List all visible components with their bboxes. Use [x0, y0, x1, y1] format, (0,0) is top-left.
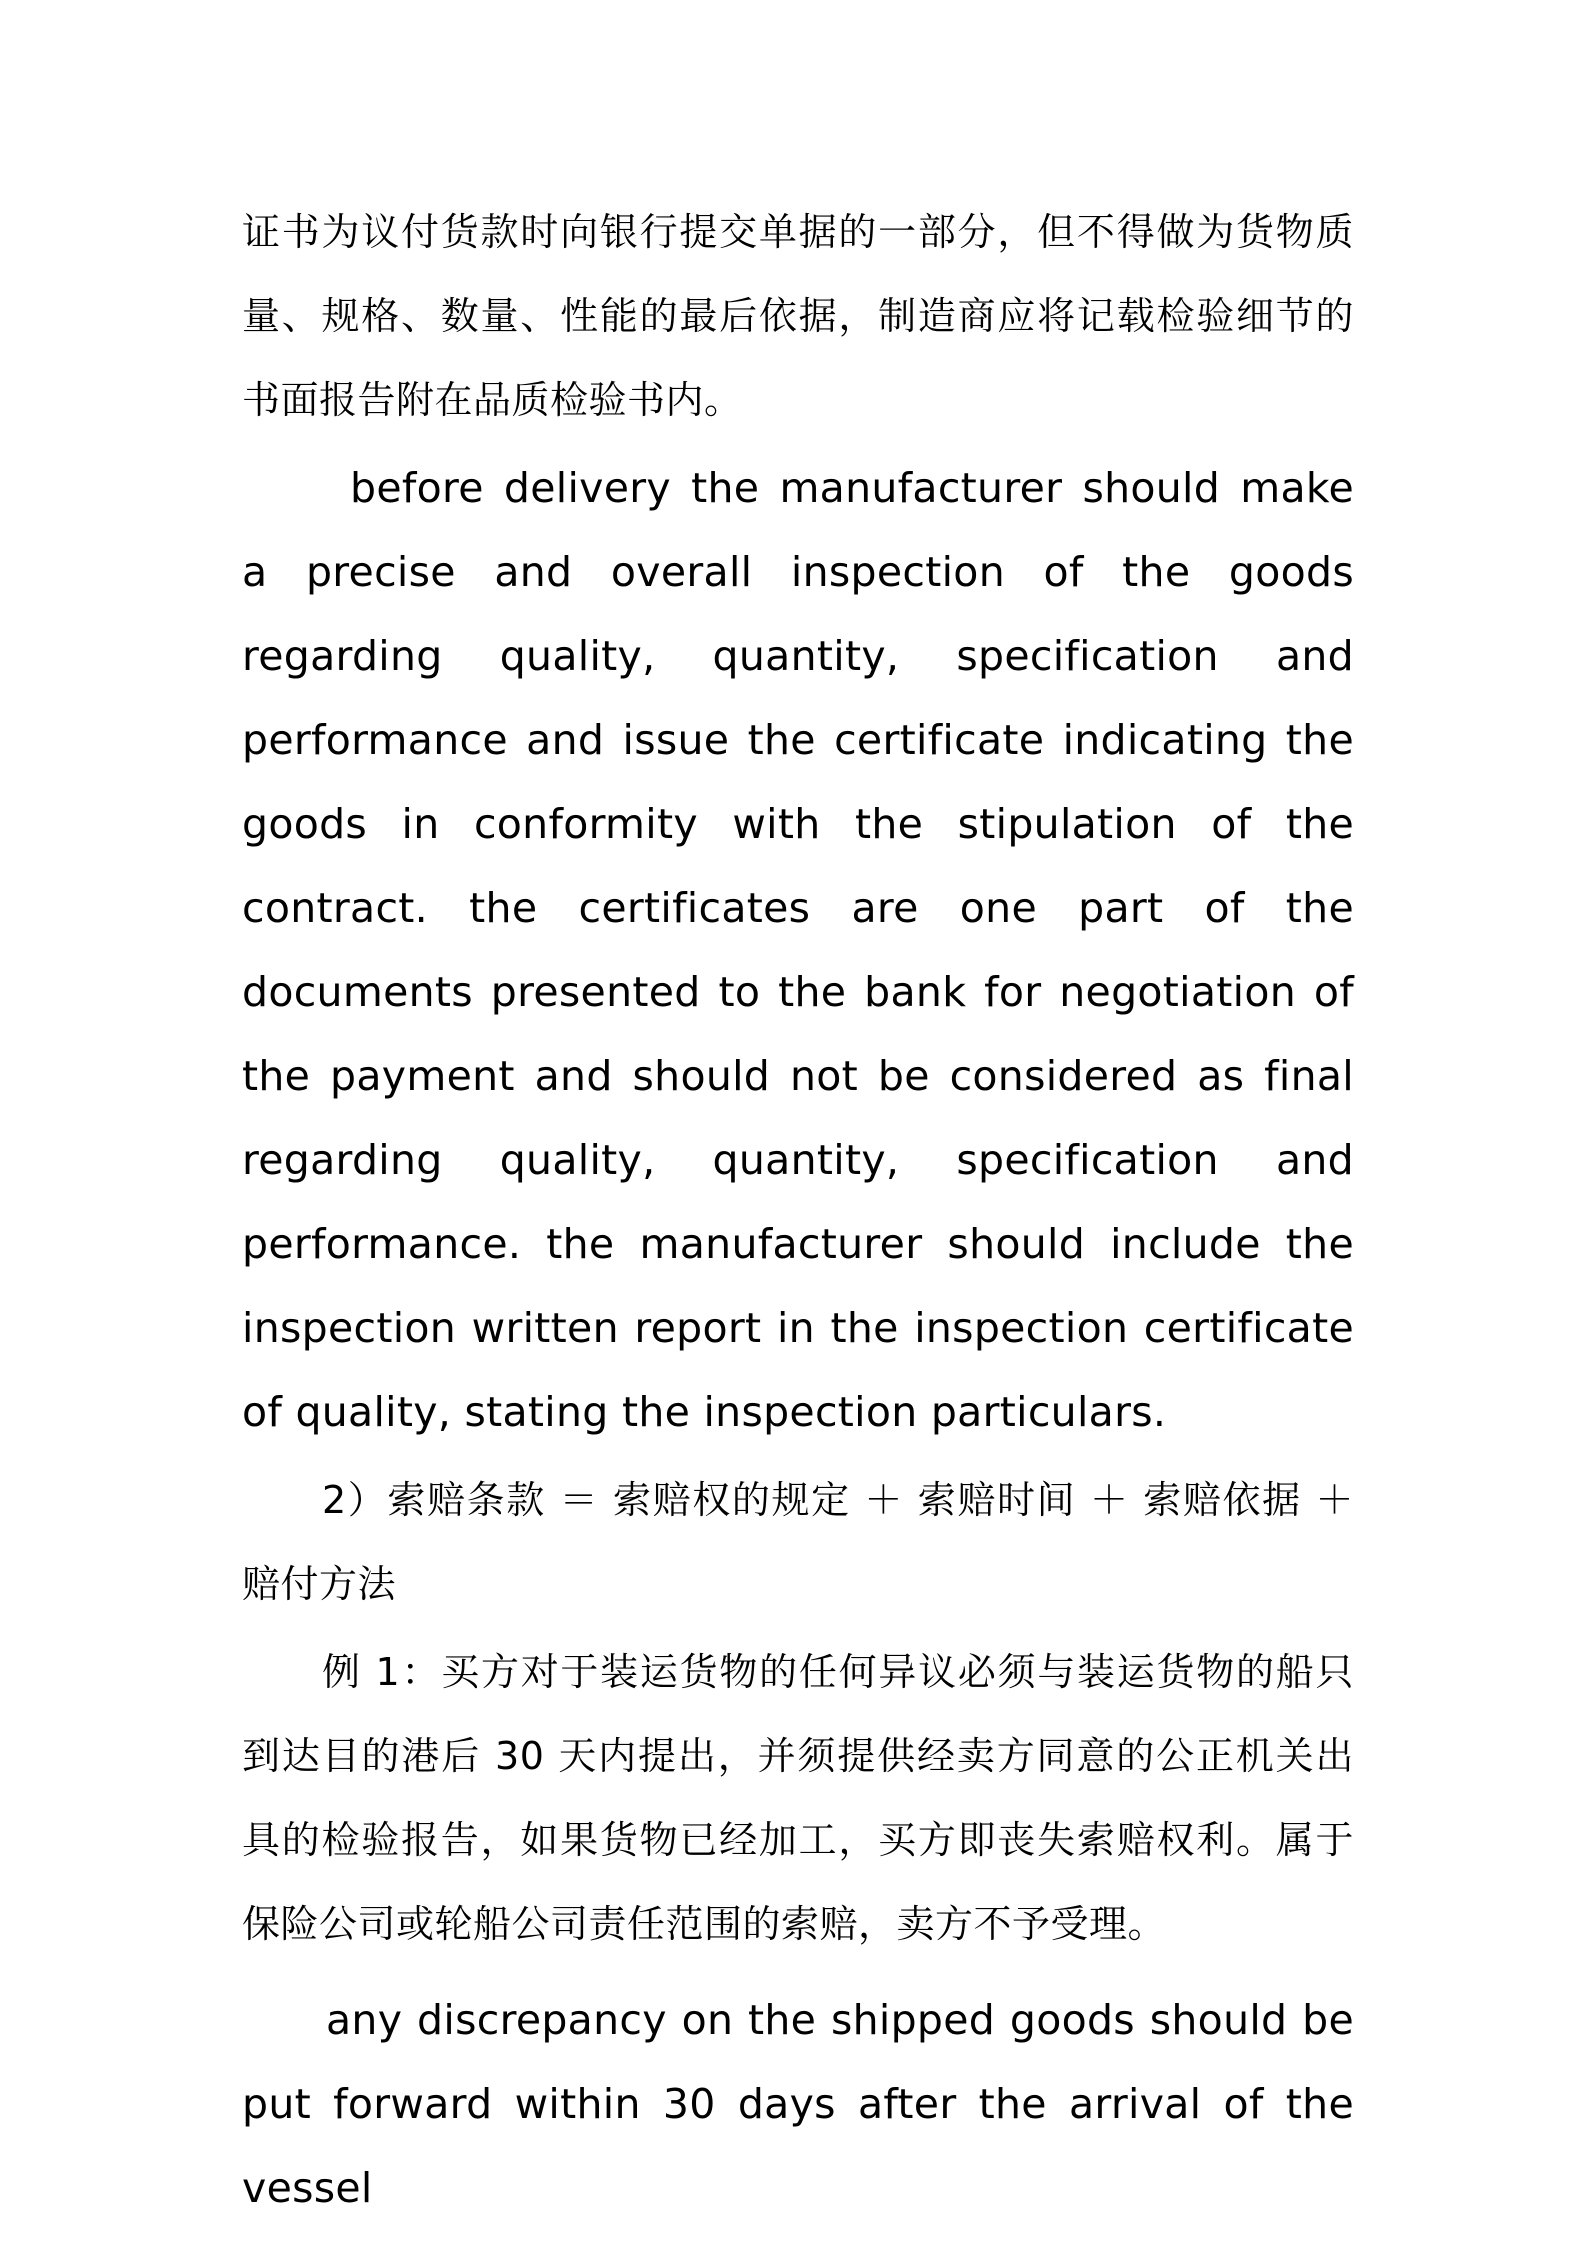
document-body [242, 190, 1354, 2230]
paragraph-inspection-en: before delivery the manufacturer should make a precise and overall inspection of the goods regarding quality, quantity, specification and performance and issue the certificate indicating the goods in conformity with the stipulation of the contract. the certificates are one part of the documents presented to the bank for negotiation of the payment and should not be considered as final regarding quality, quantity, specification and performance. the manufacturer should include the inspection written report in the inspection certificate of quality, stating the inspection particulars. [242, 464, 1354, 1436]
paragraph-inspection-cn: 证书为议付货款时向银行提交单据的一部分，但不得做为货物质量、规格、数量、性能的最后依据，制造商应将记载检验细节的书面报告附在品质检验书内。 [242, 210, 1354, 422]
paragraph-claim-clause: 2）索赔条款 ＝ 索赔权的规定 ＋ 索赔时间 ＋ 索赔依据 ＋ 赔付方法 [242, 1478, 1354, 1606]
paragraph-example-1-cn: 例 1：买方对于装运货物的任何异议必须与装运货物的船只到达目的港后 30 天内提出，并须提供经卖方同意的公正机关出具的检验报告，如果货物已经加工，买方即丧失索赔权利。属于保险公司或轮船公司责任范围的索赔，卖方不予受理。 [242, 1650, 1354, 1946]
paragraph-example-1-en: any discrepancy on the shipped goods should be put forward within 30 days after the arrival of the vessel [242, 1996, 1354, 2212]
